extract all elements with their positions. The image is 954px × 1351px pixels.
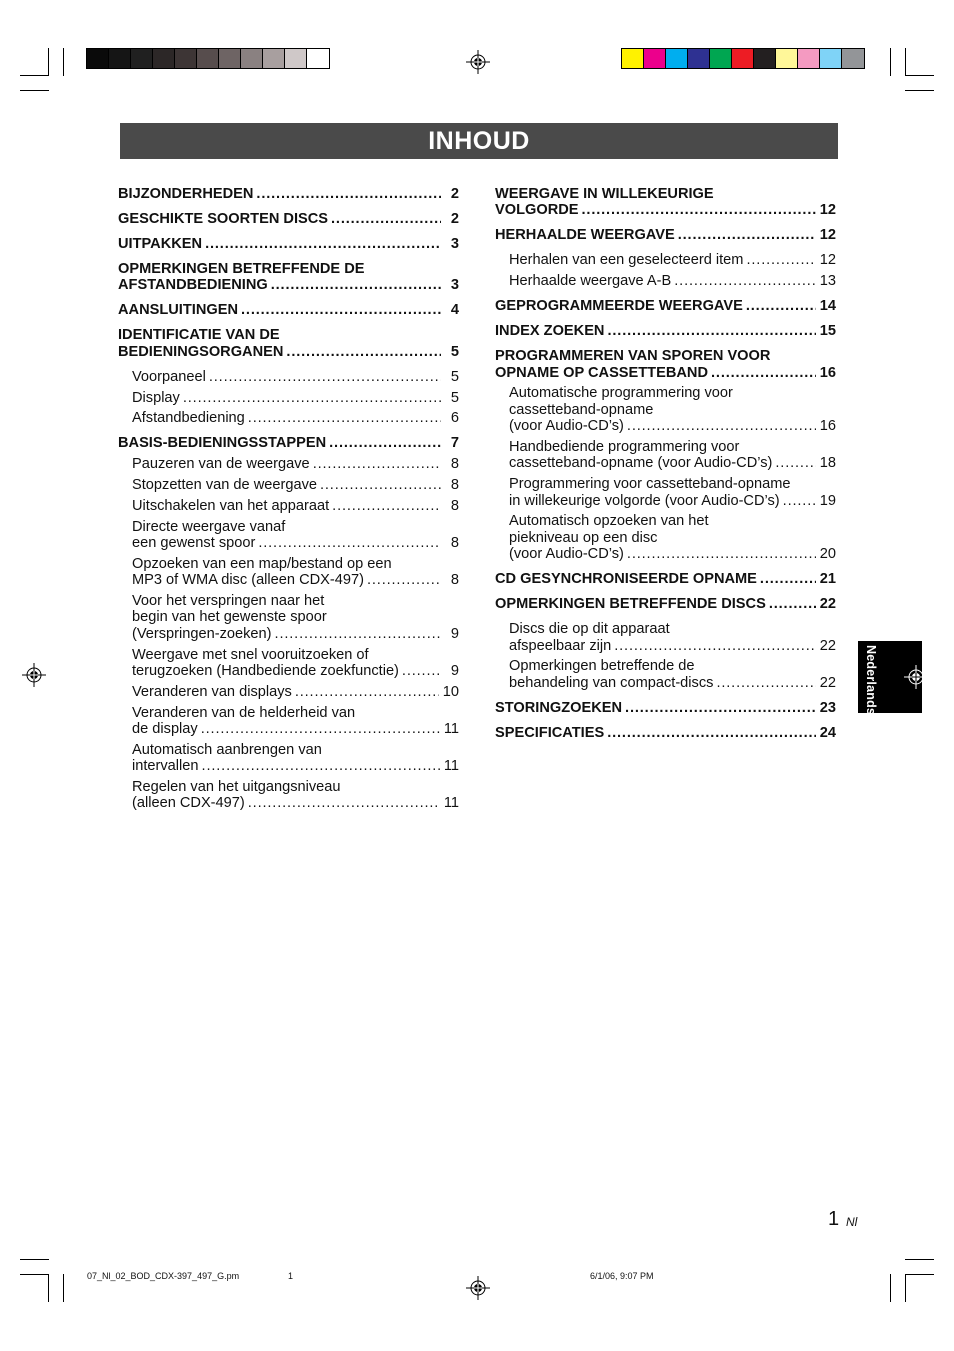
toc-section-entry[interactable] xyxy=(495,571,836,587)
toc-page-number: 11 xyxy=(443,758,459,775)
color-swatch xyxy=(732,49,754,68)
toc-entry-title-line: BASIS-BEDIENINGSSTAPPEN xyxy=(118,435,327,452)
toc-entry-title-line: (Verspringen-zoeken) xyxy=(132,625,272,642)
color-swatch xyxy=(644,49,666,68)
toc-leader-dots xyxy=(674,273,816,289)
toc-entry-title-line: OPNAME OP CASSETTEBAND xyxy=(495,364,708,381)
toc-page-number: 21 xyxy=(819,571,836,588)
toc-page-number: 3 xyxy=(450,277,459,294)
toc-entry-title-line: Automatisch aanbrengen van xyxy=(132,741,322,758)
toc-entry-title-line: terugzoeken (Handbediende zoekfunctie) xyxy=(132,663,399,680)
toc-entry-title-line: in willekeurige volgorde (voor Audio-CD’s) xyxy=(509,492,780,509)
toc-subsection-entry[interactable] xyxy=(118,498,459,514)
registration-mark-icon xyxy=(466,1276,490,1300)
toc-entry-title-line: cassetteband-opname xyxy=(509,401,654,418)
color-swatch xyxy=(153,49,175,68)
toc-leader-dots xyxy=(256,186,441,202)
toc-entry-title-line: cassetteband-opname (voor Audio-CD’s) xyxy=(509,455,773,472)
toc-leader-dots xyxy=(769,596,816,612)
toc-page-number: 2 xyxy=(450,186,459,202)
color-swatch xyxy=(131,49,153,68)
color-swatch xyxy=(622,49,644,68)
toc-subsection-entry[interactable] xyxy=(118,742,459,775)
toc-entry-title-line: IDENTIFICATIE VAN DE xyxy=(118,327,280,344)
toc-leader-dots xyxy=(607,725,816,741)
toc-leader-dots xyxy=(711,365,816,381)
toc-entry-title-line: Automatische programmering voor xyxy=(509,385,733,402)
toc-page-number: 14 xyxy=(819,298,836,315)
toc-page-number: 22 xyxy=(819,637,836,654)
toc-page-number: 4 xyxy=(450,302,459,319)
crop-mark xyxy=(890,1274,891,1302)
color-swatch xyxy=(197,49,219,68)
toc-subsection-entry[interactable] xyxy=(118,390,459,406)
toc-entry-title-line: Uitschakelen van het apparaat xyxy=(132,497,330,514)
crop-mark xyxy=(905,90,934,91)
toc-page-number: 10 xyxy=(442,683,459,700)
toc-section-entry[interactable] xyxy=(118,261,459,294)
color-swatch xyxy=(710,49,732,68)
toc-entry-title-line: Opzoeken van een map/bestand op een xyxy=(132,555,392,572)
toc-section-entry[interactable] xyxy=(495,186,836,219)
toc-leader-dots xyxy=(209,369,441,385)
color-swatch xyxy=(87,49,109,68)
toc-subsection-entry[interactable] xyxy=(495,252,836,268)
toc-entry-title-line: OPMERKINGEN BETREFFENDE DISCS xyxy=(495,596,766,613)
registration-mark-icon xyxy=(466,50,490,74)
toc-leader-dots xyxy=(607,323,815,339)
toc-page-number: 24 xyxy=(819,724,836,741)
toc-page-number: 3 xyxy=(450,236,459,252)
toc-entry-title-line: behandeling van compact-discs xyxy=(509,674,714,691)
toc-page-number: 2 xyxy=(450,211,459,227)
crop-mark xyxy=(905,48,906,76)
toc-subsection-entry[interactable] xyxy=(118,477,459,493)
toc-section-entry[interactable] xyxy=(495,596,836,612)
crop-mark xyxy=(48,1274,49,1302)
toc-leader-dots xyxy=(320,477,441,493)
toc-entry-title-line: de display xyxy=(132,721,198,738)
toc-entry-title-line: GESCHIKTE SOORTEN DISCS xyxy=(118,211,329,227)
toc-leader-dots xyxy=(258,535,441,551)
toc-page-number: 12 xyxy=(819,227,836,244)
toc-entry-title-line: Herhaalde weergave A-B xyxy=(509,273,672,290)
crop-mark xyxy=(63,1274,64,1302)
footer-filename: 07_Nl_02_BOD_CDX-397_497_G.pm xyxy=(87,1271,240,1281)
toc-leader-dots xyxy=(783,493,816,509)
toc-page-number: 12 xyxy=(819,252,836,269)
toc-subsection-entry[interactable] xyxy=(495,513,836,562)
toc-section-entry[interactable] xyxy=(118,236,459,252)
toc-entry-title-line: Voorpaneel xyxy=(132,368,206,385)
toc-entry-title-line: HERHAALDE WEERGAVE xyxy=(495,227,675,244)
toc-subsection-entry[interactable] xyxy=(118,556,459,589)
toc-page-number: 16 xyxy=(819,364,836,381)
toc-leader-dots xyxy=(678,227,816,243)
toc-subsection-entry[interactable] xyxy=(118,647,459,680)
toc-subsection-entry[interactable] xyxy=(118,705,459,738)
toc-entry-title-line: INDEX ZOEKEN xyxy=(495,323,605,340)
toc-leader-dots xyxy=(205,236,441,252)
toc-entry-title-line: Afstandbediening xyxy=(132,410,245,427)
toc-entry-title-line: OPMERKINGEN BETREFFENDE DE xyxy=(118,261,365,277)
toc-page-number: 11 xyxy=(443,721,459,738)
footer-page: 1 xyxy=(288,1271,294,1281)
toc-entry-title-line: UITPAKKEN xyxy=(118,236,203,252)
toc-leader-dots xyxy=(286,344,441,360)
crop-mark xyxy=(48,48,49,76)
crop-mark xyxy=(890,48,891,76)
toc-entry-title-line: AANSLUITINGEN xyxy=(118,302,238,319)
toc-section-entry[interactable] xyxy=(495,227,836,243)
crop-mark xyxy=(63,48,64,76)
toc-page-number: 16 xyxy=(819,418,836,435)
toc-page-number: 11 xyxy=(443,795,459,812)
toc-leader-dots xyxy=(275,626,441,642)
toc-leader-dots xyxy=(271,277,441,293)
toc-page-number: 20 xyxy=(819,546,836,563)
crop-mark xyxy=(20,75,49,76)
crop-mark xyxy=(905,75,934,76)
toc-leader-dots xyxy=(331,211,441,227)
toc-entry-title-line: Directe weergave vanaf xyxy=(132,518,286,535)
toc-leader-dots xyxy=(627,546,816,562)
toc-entry-title-line: Veranderen van de helderheid van xyxy=(132,704,356,721)
toc-page-number: 12 xyxy=(819,202,836,219)
toc-subsection-entry[interactable] xyxy=(118,684,459,700)
crop-mark xyxy=(20,90,49,91)
toc-entry-title-line: GEPROGRAMMEERDE WEERGAVE xyxy=(495,298,743,315)
toc-page-number: 8 xyxy=(450,535,459,551)
toc-section-entry[interactable] xyxy=(118,211,459,227)
toc-leader-dots xyxy=(313,456,441,472)
grayscale-color-bar xyxy=(86,48,330,69)
toc-entry-title-line: Discs die op dit apparaat xyxy=(509,621,670,638)
toc-entry-title-line: een gewenst spoor xyxy=(132,535,256,551)
toc-entry-title-line: Veranderen van displays xyxy=(132,683,292,700)
color-swatch xyxy=(109,49,131,68)
process-color-bar xyxy=(621,48,865,69)
toc-leader-dots xyxy=(775,455,815,471)
color-swatch xyxy=(241,49,263,68)
toc-page-number: 9 xyxy=(450,625,459,642)
color-swatch xyxy=(219,49,241,68)
toc-entry-title-line: Pauzeren van de weergave xyxy=(132,456,310,473)
page-title: INHOUD xyxy=(120,123,838,159)
toc-subsection-entry[interactable] xyxy=(118,593,459,642)
toc-entry-title-line: WEERGAVE IN WILLEKEURIGE xyxy=(495,186,714,202)
toc-entry-title-line: Stopzetten van de weergave xyxy=(132,477,317,493)
toc-section-entry[interactable] xyxy=(495,298,836,314)
color-swatch xyxy=(307,49,329,68)
toc-section-entry[interactable] xyxy=(495,323,836,339)
toc-page-number: 5 xyxy=(450,368,459,385)
toc-leader-dots xyxy=(716,675,815,691)
toc-leader-dots xyxy=(627,418,816,434)
toc-leader-dots xyxy=(202,758,440,774)
color-swatch xyxy=(820,49,842,68)
toc-subsection-entry[interactable] xyxy=(118,456,459,472)
toc-entry-title-line: BEDIENINGSORGANEN xyxy=(118,343,284,360)
color-swatch xyxy=(285,49,307,68)
crop-mark xyxy=(20,1259,49,1260)
color-swatch xyxy=(688,49,710,68)
toc-section-entry[interactable] xyxy=(495,700,836,716)
footer-date: 6/1/06, 9:07 PM xyxy=(590,1271,654,1281)
toc-leader-dots xyxy=(248,795,440,811)
color-swatch xyxy=(776,49,798,68)
toc-right-column xyxy=(495,186,836,741)
toc-page-number: 15 xyxy=(819,323,836,340)
toc-page-number: 8 xyxy=(450,477,459,493)
language-tab xyxy=(858,641,922,716)
toc-section-entry[interactable] xyxy=(118,186,459,202)
toc-page-number: 8 xyxy=(450,456,459,473)
toc-page-number: 9 xyxy=(450,663,459,680)
toc-entry-title-line: Opmerkingen betreffende de xyxy=(509,658,695,675)
toc-subsection-entry[interactable] xyxy=(118,369,459,385)
toc-entry-title-line: Voor het verspringen naar het xyxy=(132,593,325,609)
toc-page-number: 13 xyxy=(819,273,836,290)
toc-subsection-entry[interactable] xyxy=(495,658,836,691)
toc-page-number: 5 xyxy=(450,343,459,360)
toc-leader-dots xyxy=(183,390,441,406)
toc-leader-dots xyxy=(332,498,441,514)
toc-leader-dots xyxy=(367,572,441,588)
toc-entry-title-line: Regelen van het uitgangsniveau xyxy=(132,779,341,796)
toc-subsection-entry[interactable] xyxy=(495,385,836,434)
toc-section-entry[interactable] xyxy=(495,348,836,381)
toc-subsection-entry[interactable] xyxy=(495,621,836,654)
toc-leader-dots xyxy=(614,638,816,654)
toc-leader-dots xyxy=(402,663,441,679)
toc-entry-title-line: STORINGZOEKEN xyxy=(495,699,623,716)
toc-section-entry[interactable] xyxy=(118,327,459,360)
toc-subsection-entry[interactable] xyxy=(118,410,459,426)
toc-left-column xyxy=(118,186,459,812)
language-tab-label: Nederlands xyxy=(864,645,878,716)
toc-entry-title-line: Programmering voor cassetteband-opname xyxy=(509,476,791,493)
toc-entry-title-line: begin van het gewenste spoor xyxy=(132,609,327,626)
toc-leader-dots xyxy=(625,700,816,716)
toc-leader-dots xyxy=(241,302,441,318)
toc-page-number: 5 xyxy=(450,389,459,406)
toc-leader-dots xyxy=(582,202,816,218)
registration-mark-icon xyxy=(22,663,46,687)
crop-mark xyxy=(905,1259,934,1260)
color-swatch xyxy=(263,49,285,68)
toc-leader-dots xyxy=(329,435,441,451)
page-number: 1 xyxy=(828,1208,840,1230)
toc-entry-title-line: Herhalen van een geselecteerd item xyxy=(509,252,744,269)
color-swatch xyxy=(175,49,197,68)
toc-entry-title-line: afspeelbaar zijn xyxy=(509,637,612,654)
toc-page-number: 22 xyxy=(819,596,836,613)
toc-page-number: 8 xyxy=(450,572,459,589)
toc-page-number: 23 xyxy=(819,699,836,716)
toc-entry-title-line: AFSTANDBEDIENING xyxy=(118,277,268,294)
toc-page-number: 7 xyxy=(450,435,459,452)
toc-entry-title-line: CD GESYNCHRONISEERDE OPNAME xyxy=(495,571,757,588)
toc-entry-title-line: piekniveau op een disc xyxy=(509,529,658,546)
toc-page-number: 18 xyxy=(819,455,836,472)
toc-entry-title-line: Handbediende programmering voor xyxy=(509,439,740,456)
toc-section-entry[interactable] xyxy=(118,302,459,318)
toc-subsection-entry[interactable] xyxy=(118,779,459,812)
color-swatch xyxy=(666,49,688,68)
toc-entry-title-line: (voor Audio-CD’s) xyxy=(509,418,624,435)
toc-leader-dots xyxy=(746,298,816,314)
toc-page-number: 19 xyxy=(819,492,836,509)
toc-entry-title-line: VOLGORDE xyxy=(495,202,579,219)
toc-entry-title-line: Automatisch opzoeken van het xyxy=(509,513,709,530)
toc-leader-dots xyxy=(295,684,439,700)
toc-entry-title-line: Display xyxy=(132,389,180,406)
toc-leader-dots xyxy=(746,252,815,268)
toc-section-entry[interactable] xyxy=(118,435,459,451)
color-swatch xyxy=(842,49,864,68)
toc-entry-title-line: PROGRAMMEREN VAN SPOREN VOOR xyxy=(495,348,771,365)
page-language-code: Nl xyxy=(846,1215,858,1229)
toc-page-number: 6 xyxy=(450,410,459,427)
crop-mark xyxy=(905,1274,934,1275)
registration-mark-icon xyxy=(904,665,928,689)
toc-entry-title-line: SPECIFICATIES xyxy=(495,724,605,741)
toc-page-number: 22 xyxy=(819,674,836,691)
toc-entry-title-line: intervallen xyxy=(132,758,199,775)
crop-mark xyxy=(20,1274,49,1275)
toc-subsection-entry[interactable] xyxy=(495,476,836,509)
toc-subsection-entry[interactable] xyxy=(495,273,836,289)
toc-page-number: 8 xyxy=(450,497,459,514)
toc-entry-title-line: Weergave met snel vooruitzoeken of xyxy=(132,646,369,663)
toc-subsection-entry[interactable] xyxy=(118,519,459,552)
toc-entry-title-line: (alleen CDX-497) xyxy=(132,795,245,812)
crop-mark xyxy=(905,1274,906,1302)
toc-entry-title-line: (voor Audio-CD’s) xyxy=(509,546,624,563)
toc-section-entry[interactable] xyxy=(495,725,836,741)
toc-leader-dots xyxy=(248,410,441,426)
color-swatch xyxy=(754,49,776,68)
color-swatch xyxy=(798,49,820,68)
toc-entry-title-line: MP3 of WMA disc (alleen CDX-497) xyxy=(132,572,364,589)
toc-entry-title-line: BIJZONDERHEDEN xyxy=(118,186,254,202)
toc-leader-dots xyxy=(760,571,816,587)
toc-subsection-entry[interactable] xyxy=(495,439,836,472)
toc-leader-dots xyxy=(201,721,440,737)
